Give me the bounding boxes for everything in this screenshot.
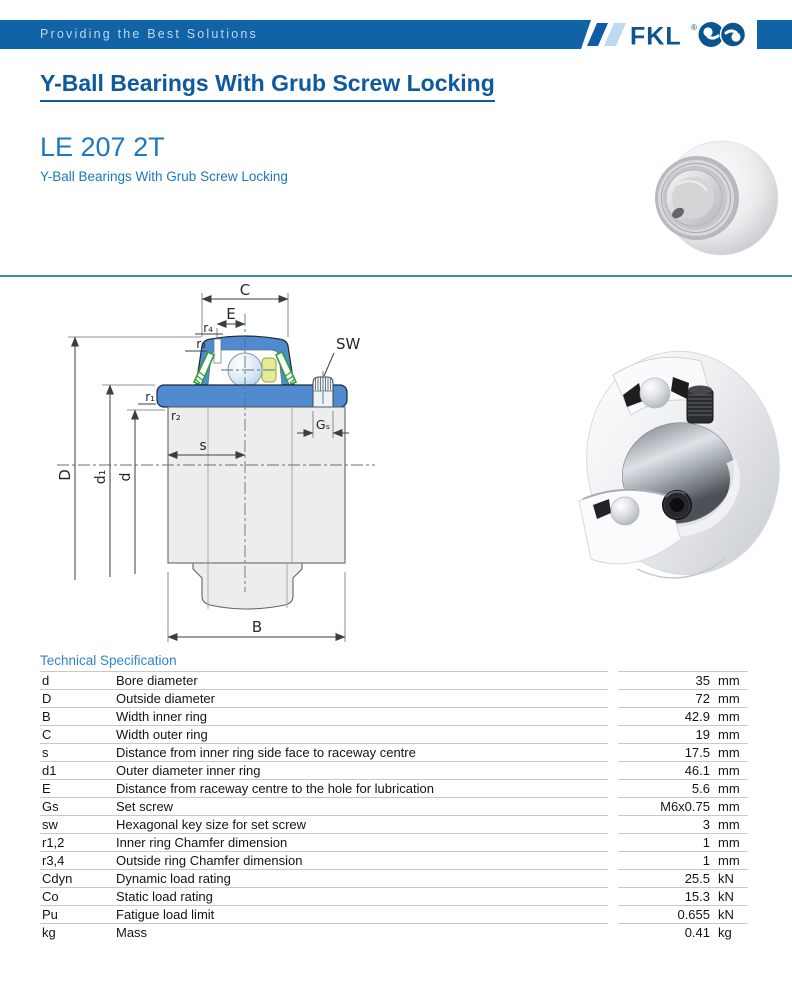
spec-unit: kN	[714, 870, 748, 888]
spec-table-body	[40, 672, 748, 942]
render-setscrew-top	[687, 386, 713, 424]
company-tagline: Providing the Best Solutions	[40, 27, 258, 41]
spec-symbol: C	[40, 726, 114, 744]
dim-label-r2: r₂	[171, 409, 181, 423]
dim-label-c: C	[239, 281, 251, 299]
spec-description: Hexagonal key size for set screw	[114, 816, 608, 834]
spec-description: Outside ring Chamfer dimension	[114, 852, 608, 870]
spec-gap	[608, 906, 618, 924]
registered-mark: ®	[691, 23, 697, 32]
product-subtitle: Y-Ball Bearings With Grub Screw Locking	[40, 169, 288, 184]
spec-description: Outside diameter	[114, 690, 608, 708]
spec-value: 0.41	[618, 924, 714, 942]
spec-description: Distance from inner ring side face to raceway centre	[114, 744, 608, 762]
dim-label-d: d	[118, 472, 134, 482]
spec-row	[40, 888, 748, 906]
cross-section-drawing	[45, 280, 385, 655]
spec-value: 3	[618, 816, 714, 834]
spec-description: Set screw	[114, 798, 608, 816]
spec-unit: mm	[714, 816, 748, 834]
spec-row	[40, 672, 748, 690]
spec-value: 42.9	[618, 708, 714, 726]
spec-row	[40, 870, 748, 888]
spec-description: Width outer ring	[114, 726, 608, 744]
spec-gap	[608, 816, 618, 834]
spec-unit: mm	[714, 834, 748, 852]
dim-label-r1: r₁	[145, 390, 155, 404]
spec-symbol: Co	[40, 888, 114, 906]
spec-gap	[608, 888, 618, 906]
spec-value: 1	[618, 852, 714, 870]
spec-value: 15.3	[618, 888, 714, 906]
page-title: Y-Ball Bearings With Grub Screw Locking	[40, 70, 495, 102]
spec-value: 17.5	[618, 744, 714, 762]
spec-unit: mm	[714, 852, 748, 870]
spec-symbol: Cdyn	[40, 870, 114, 888]
spec-heading: Technical Specification	[40, 653, 177, 668]
spec-gap	[608, 798, 618, 816]
spec-symbol: E	[40, 780, 114, 798]
fkl-logo	[575, 20, 792, 49]
render-setscrew-facing	[663, 491, 692, 520]
section-divider	[0, 275, 792, 277]
spec-symbol: r1,2	[40, 834, 114, 852]
spec-row	[40, 744, 748, 762]
spec-gap	[608, 690, 618, 708]
spec-symbol: r3,4	[40, 852, 114, 870]
spec-value: 1	[618, 834, 714, 852]
spec-value: M6x0.75	[618, 798, 714, 816]
bearing-section	[157, 336, 347, 609]
spec-value: 46.1	[618, 762, 714, 780]
spec-unit: mm	[714, 798, 748, 816]
spec-unit: kN	[714, 888, 748, 906]
render-ball-top	[640, 378, 670, 408]
spec-symbol: Gs	[40, 798, 114, 816]
spec-value: 35	[618, 672, 714, 690]
dim-label-r4: r₄	[203, 321, 213, 335]
spec-row	[40, 816, 748, 834]
spec-row	[40, 690, 748, 708]
dim-label-e: E	[226, 305, 236, 323]
spec-unit: mm	[714, 690, 748, 708]
dim-label-D: D	[56, 469, 74, 481]
cutaway-render	[563, 333, 792, 595]
dim-label-b: B	[251, 618, 263, 636]
spec-value: 25.5	[618, 870, 714, 888]
spec-unit: mm	[714, 672, 748, 690]
spec-symbol: Pu	[40, 906, 114, 924]
spec-gap	[608, 708, 618, 726]
spec-value: 72	[618, 690, 714, 708]
spec-row	[40, 906, 748, 924]
spec-description: Bore diameter	[114, 672, 608, 690]
spec-symbol: kg	[40, 924, 114, 942]
spec-value: 0.655	[618, 906, 714, 924]
spec-unit: kg	[714, 924, 748, 942]
lubrication-hole	[214, 339, 221, 363]
spec-symbol: B	[40, 708, 114, 726]
spec-gap	[608, 924, 618, 942]
spec-row	[40, 780, 748, 798]
spec-unit: kN	[714, 906, 748, 924]
spec-symbol: d	[40, 672, 114, 690]
spec-description: Distance from raceway centre to the hole for lubrication	[114, 780, 608, 798]
spec-description: Fatigue load limit	[114, 906, 608, 924]
spec-gap	[608, 780, 618, 798]
spec-description: Mass	[114, 924, 608, 942]
spec-gap	[608, 726, 618, 744]
spec-symbol: d1	[40, 762, 114, 780]
dim-label-r3: r₃	[196, 337, 206, 351]
spec-row	[40, 924, 748, 942]
spec-description: Static load rating	[114, 888, 608, 906]
spec-table	[40, 671, 748, 942]
spec-row	[40, 798, 748, 816]
spec-symbol: D	[40, 690, 114, 708]
spec-symbol: sw	[40, 816, 114, 834]
spec-unit: mm	[714, 726, 748, 744]
spec-row	[40, 762, 748, 780]
spec-value: 5.6	[618, 780, 714, 798]
spec-row	[40, 834, 748, 852]
logo-brand-text: FKL	[630, 22, 682, 49]
dim-label-s: s	[199, 438, 207, 454]
spec-unit: mm	[714, 708, 748, 726]
spec-gap	[608, 834, 618, 852]
spec-unit: mm	[714, 762, 748, 780]
inner-ring-extension	[193, 563, 302, 609]
dim-label-sw: SW	[336, 335, 361, 353]
spec-description: Dynamic load rating	[114, 870, 608, 888]
spec-unit: mm	[714, 780, 748, 798]
dim-label-gs: Gₛ	[315, 417, 331, 432]
spec-row	[40, 726, 748, 744]
product-code: LE 207 2T	[40, 132, 165, 162]
spec-gap	[608, 744, 618, 762]
spec-gap	[608, 672, 618, 690]
spec-gap	[608, 852, 618, 870]
spec-value: 19	[618, 726, 714, 744]
spec-unit: mm	[714, 744, 748, 762]
dim-label-d1: d₁	[93, 469, 109, 485]
spec-row	[40, 708, 748, 726]
spec-gap	[608, 762, 618, 780]
spec-description: Inner ring Chamfer dimension	[114, 834, 608, 852]
spec-row	[40, 852, 748, 870]
spec-symbol: s	[40, 744, 114, 762]
spec-gap	[608, 870, 618, 888]
spec-description: Width inner ring	[114, 708, 608, 726]
render-ball-bottom	[611, 497, 639, 525]
product-photo	[633, 137, 792, 259]
spec-description: Outer diameter inner ring	[114, 762, 608, 780]
